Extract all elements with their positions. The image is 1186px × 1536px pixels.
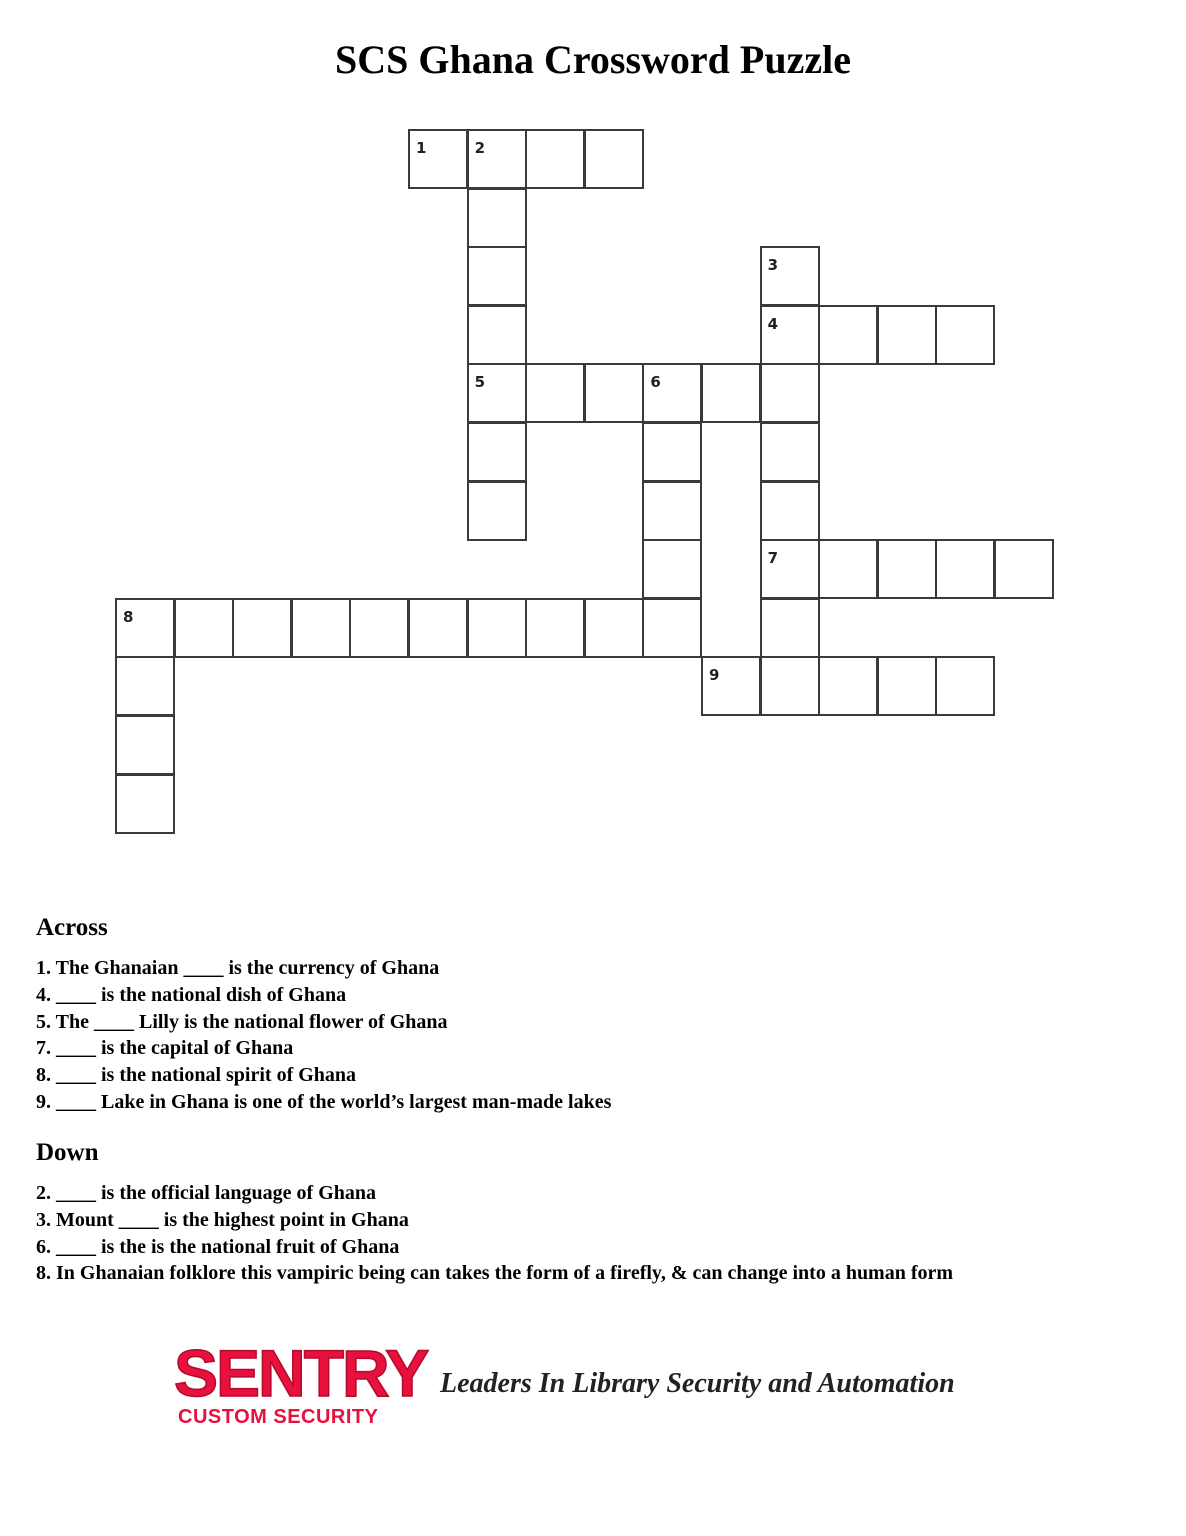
page-title: SCS Ghana Crossword Puzzle: [335, 37, 851, 82]
grid-cell[interactable]: [291, 598, 351, 658]
grid-cell[interactable]: [760, 246, 820, 306]
across-clue-8: 8. ____ is the national spirit of Ghana: [36, 1064, 357, 1087]
sentry-logo: SENTRY: [174, 1336, 428, 1410]
grid-cell[interactable]: [174, 598, 234, 658]
grid-cell[interactable]: [525, 363, 585, 423]
grid-cell[interactable]: [115, 715, 175, 775]
grid-cell[interactable]: [115, 598, 175, 658]
grid-cell[interactable]: [467, 481, 527, 541]
grid-cell[interactable]: [818, 305, 878, 365]
clue-number-3: 3: [767, 256, 779, 275]
grid-cell[interactable]: [467, 422, 527, 482]
grid-cell[interactable]: [525, 598, 585, 658]
grid-cell[interactable]: [701, 363, 761, 423]
grid-cell[interactable]: [642, 598, 702, 658]
across-clue-4: 4. ____ is the national dish of Ghana: [36, 983, 347, 1006]
clue-number-7: 7: [767, 549, 779, 568]
grid-cell[interactable]: [642, 422, 702, 482]
clue-number-4: 4: [767, 314, 779, 333]
grid-cell[interactable]: [760, 481, 820, 541]
across-clue-5: 5. The ____ Lilly is the national flower of Ghana: [36, 1010, 448, 1033]
grid-cell[interactable]: [760, 363, 820, 423]
clue-number-6: 6: [650, 373, 661, 392]
sentry-logo-subtitle: CUSTOM SECURITY: [178, 1406, 379, 1428]
grid-cell[interactable]: [115, 774, 175, 834]
grid-cell[interactable]: [877, 305, 937, 365]
grid-cell[interactable]: [935, 656, 995, 716]
grid-cell[interactable]: [584, 363, 644, 423]
grid-cell[interactable]: [760, 422, 820, 482]
clue-number-1: 1: [416, 139, 427, 157]
across-heading: Across: [36, 914, 108, 941]
grid-cell[interactable]: [115, 656, 175, 716]
grid-cell[interactable]: [642, 539, 702, 599]
grid-cell[interactable]: [467, 188, 527, 248]
grid-cell[interactable]: [408, 129, 468, 189]
down-clue-6: 6. ____ is the is the national fruit of Ghana: [36, 1235, 400, 1258]
clue-number-2: 2: [474, 139, 486, 157]
down-clue-8: 8. In Ghanaian folklore this vampiric being can takes the form of a firefly, & can change into a human form: [36, 1262, 954, 1285]
across-clue-1: 1. The Ghanaian ____ is the currency of Ghana: [36, 957, 440, 979]
grid-cell[interactable]: [584, 598, 644, 658]
grid-cell[interactable]: [877, 539, 937, 599]
grid-cell[interactable]: [525, 129, 585, 189]
grid-cell[interactable]: [642, 481, 702, 541]
clue-number-8: 8: [123, 607, 134, 626]
grid-cell[interactable]: [994, 539, 1054, 599]
grid-cell[interactable]: [760, 656, 820, 716]
grid-cell[interactable]: [232, 598, 292, 658]
grid-cell[interactable]: [349, 598, 409, 658]
grid-cell[interactable]: [642, 363, 702, 423]
grid-cell[interactable]: [584, 129, 644, 189]
grid-cell[interactable]: [935, 539, 995, 599]
grid-cell[interactable]: [467, 363, 527, 423]
clue-number-9: 9: [709, 666, 720, 685]
clue-number-5: 5: [474, 373, 486, 392]
grid-cell[interactable]: [818, 656, 878, 716]
across-clues: [36, 955, 611, 1116]
grid-cell[interactable]: [818, 539, 878, 599]
grid-cell[interactable]: [467, 246, 527, 306]
across-clue-7: 7. ____ is the capital of Ghana: [36, 1037, 294, 1060]
tagline: Leaders In Library Security and Automation: [440, 1368, 955, 1399]
grid-cell[interactable]: [760, 539, 820, 599]
down-clue-2: 2. ____ is the official language of Ghana: [36, 1182, 377, 1204]
across-clue-9: 9. ____ Lake in Ghana is one of the world’s largest man-made lakes: [36, 1090, 612, 1113]
down-clue-3: 3. Mount ____ is the highest point in Ghana: [36, 1208, 409, 1231]
down-clues: [36, 1180, 953, 1287]
grid-cell[interactable]: [701, 656, 761, 716]
grid-cell[interactable]: [467, 305, 527, 365]
down-heading: Down: [36, 1139, 99, 1166]
grid-cell[interactable]: [877, 656, 937, 716]
grid-cell[interactable]: [760, 305, 820, 365]
footer: [170, 1336, 1070, 1440]
grid-cell[interactable]: [408, 598, 468, 658]
grid-cell[interactable]: [467, 129, 527, 189]
grid-cell[interactable]: [467, 598, 527, 658]
grid-cell[interactable]: [935, 305, 995, 365]
grid-cell[interactable]: [760, 598, 820, 658]
